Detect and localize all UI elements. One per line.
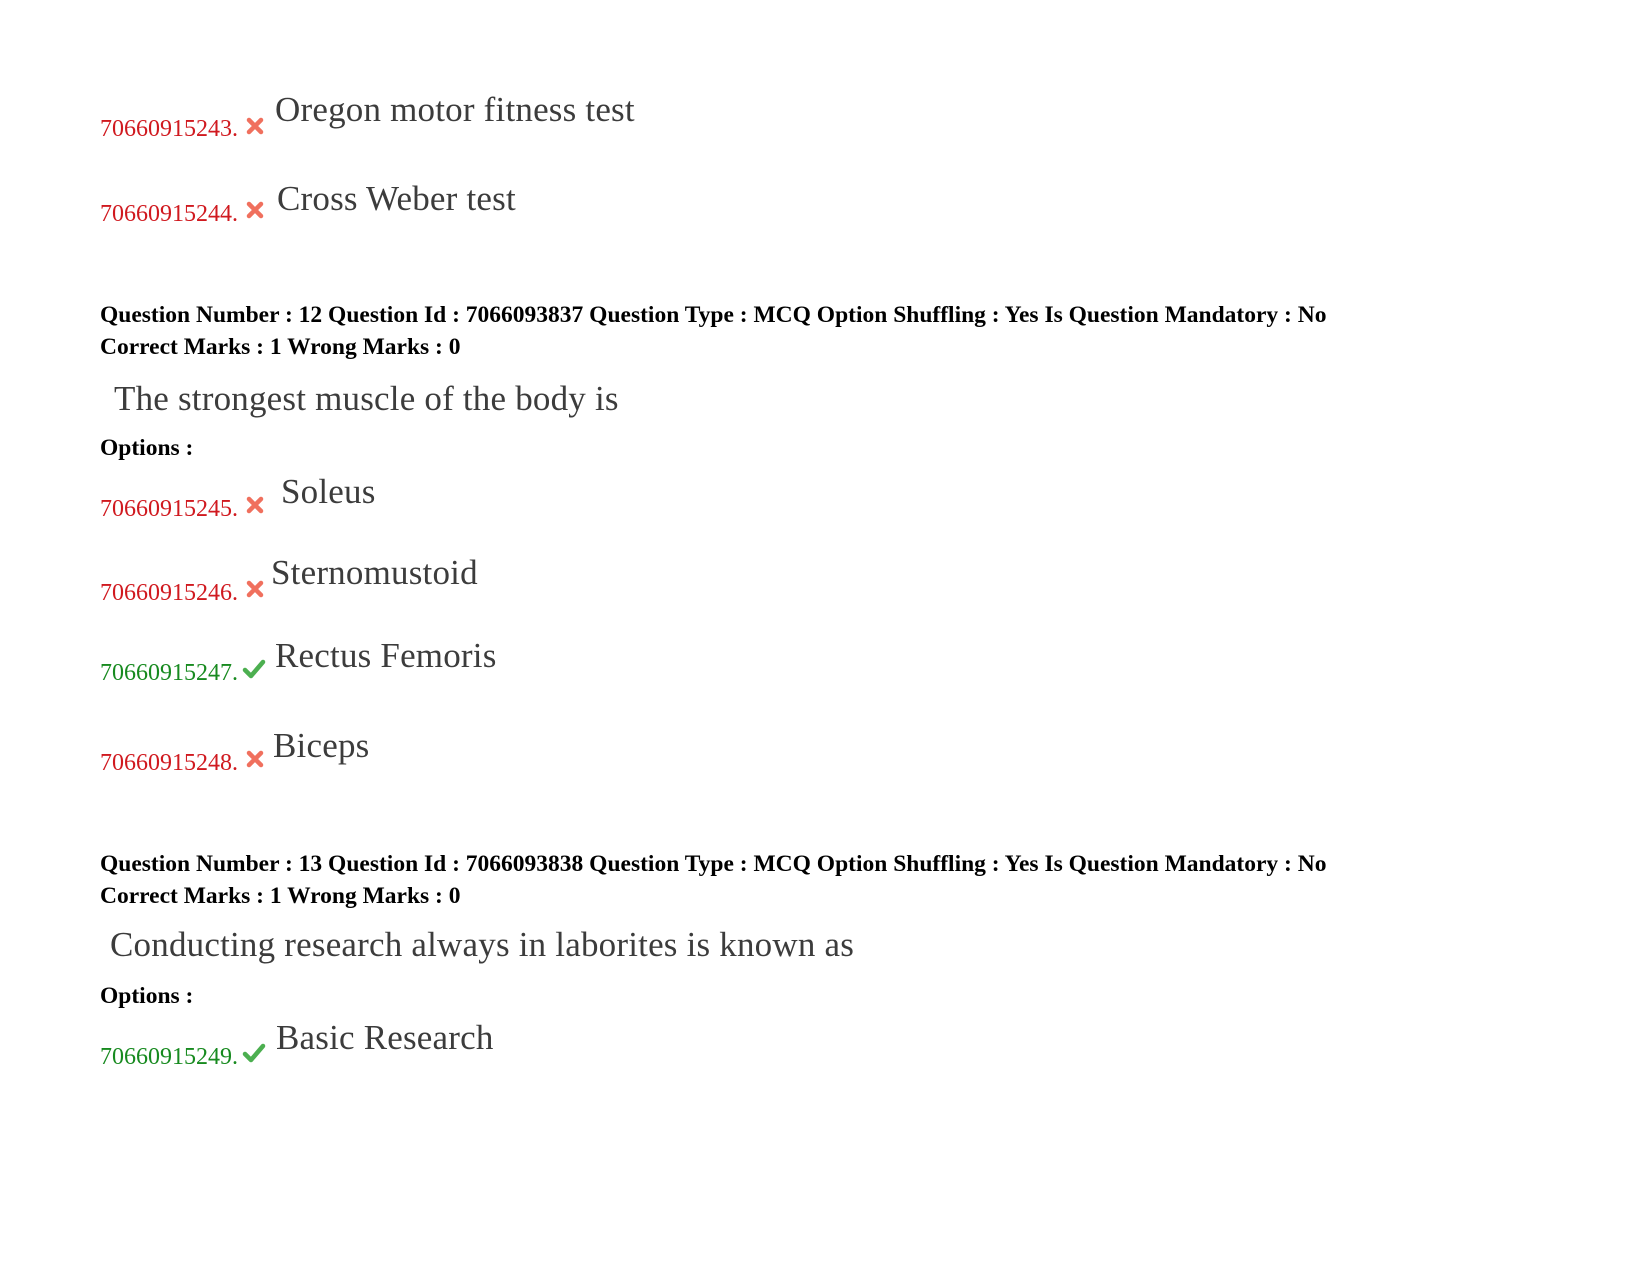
question-text: The strongest muscle of the body is xyxy=(114,379,619,418)
cross-icon xyxy=(243,493,267,517)
option-id: 70660915243. xyxy=(100,116,238,142)
options-label: Options : xyxy=(100,983,194,1009)
check-icon xyxy=(242,657,266,681)
cross-icon xyxy=(243,114,267,138)
option-text: Basic Research xyxy=(276,1018,494,1057)
options-label: Options : xyxy=(100,435,194,461)
option-id: 70660915248. xyxy=(100,750,238,776)
option-text: Rectus Femoris xyxy=(275,636,497,675)
cross-icon xyxy=(243,198,267,222)
question-meta: Question Number : 13 Question Id : 7066093838 Question Type : MCQ Option Shuffling : Yes Is Question Mandatory : No xyxy=(100,851,1327,877)
cross-icon xyxy=(243,577,267,601)
option-id: 70660915246. xyxy=(100,580,238,606)
option-text: Oregon motor fitness test xyxy=(275,90,635,129)
option-id: 70660915249. xyxy=(100,1044,238,1070)
question-text: Conducting research always in laborites is known as xyxy=(110,925,855,964)
option-id: 70660915245. xyxy=(100,496,238,522)
option-id: 70660915247. xyxy=(100,660,238,686)
question-marks: Correct Marks : 1 Wrong Marks : 0 xyxy=(100,883,461,909)
option-text: Soleus xyxy=(281,472,376,511)
question-meta: Question Number : 12 Question Id : 7066093837 Question Type : MCQ Option Shuffling : Yes Is Question Mandatory : No xyxy=(100,302,1327,328)
check-icon xyxy=(242,1041,266,1065)
option-id: 70660915244. xyxy=(100,201,238,227)
option-text: Sternomustoid xyxy=(271,553,478,592)
question-marks: Correct Marks : 1 Wrong Marks : 0 xyxy=(100,334,461,360)
option-text: Cross Weber test xyxy=(277,179,516,218)
cross-icon xyxy=(243,747,267,771)
option-text: Biceps xyxy=(273,726,370,765)
